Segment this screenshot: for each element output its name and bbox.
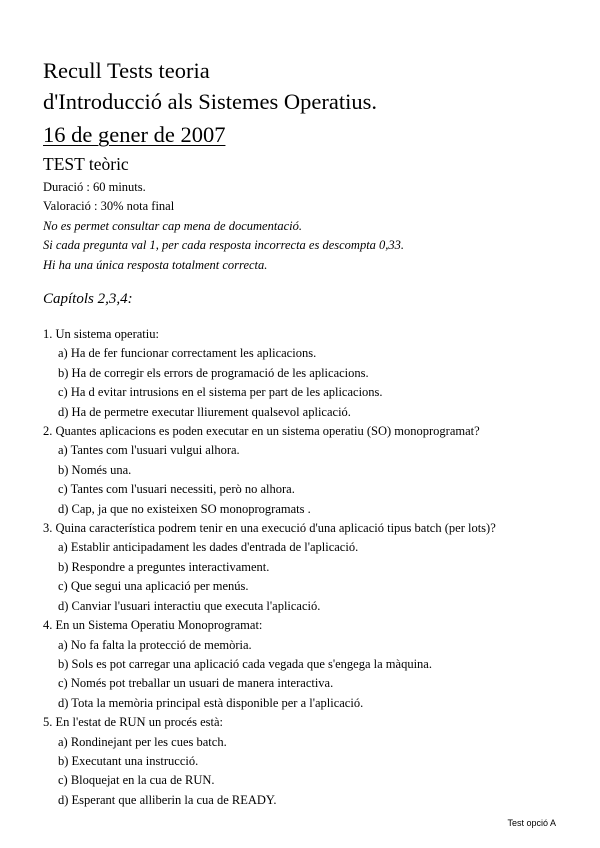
answer-option: d) Tota la memòria principal està disponible per a l'aplicació. xyxy=(58,695,364,710)
test-duration: Duració : 60 minuts. xyxy=(43,180,146,194)
answer-option: b) Ha de corregir els errors de programació de les aplicacions. xyxy=(58,365,369,380)
answer-option: b) Executant una instrucció. xyxy=(58,753,199,768)
question-text: 5. En l'estat de RUN un procés està: xyxy=(43,715,223,730)
test-rule-3: Hi ha una única resposta totalment correcta. xyxy=(43,258,268,272)
question-block xyxy=(43,616,583,713)
test-title: TEST teòric xyxy=(43,154,129,174)
answer-option: c) Només pot treballar un usuari de manera interactiva. xyxy=(58,676,334,691)
chapter-heading: Capítols 2,3,4: xyxy=(43,291,133,307)
page-footer: Test opció A xyxy=(507,818,556,828)
answer-option: c) Tantes com l'usuari necessiti, però no alhora. xyxy=(58,482,295,497)
document-date: 16 de gener de 2007 xyxy=(43,122,226,147)
answer-option: d) Esperant que alliberin la cua de READY. xyxy=(58,792,277,807)
answer-option: a) Tantes com l'usuari vulgui alhora. xyxy=(58,443,240,458)
question-text: 3. Quina característica podrem tenir en una execució d'una aplicació tipus batch (per lots)? xyxy=(43,521,496,536)
answer-option: a) Ha de fer funcionar correctament les aplicacions. xyxy=(58,346,317,361)
question-block xyxy=(43,325,583,422)
question-block xyxy=(43,422,583,519)
document-title-line-2: d'Introducció als Sistemes Operatius. xyxy=(43,89,377,114)
answer-option: d) Canviar l'usuari interactiu que executa l'aplicació. xyxy=(58,598,321,613)
question-block xyxy=(43,713,583,810)
answer-option: c) Ha d evitar intrusions en el sistema per part de les aplicacions. xyxy=(58,385,383,400)
test-rule-1: No es permet consultar cap mena de documentació. xyxy=(43,219,302,233)
test-rule-2: Si cada pregunta val 1, per cada resposta incorrecta es descompta 0,33. xyxy=(43,238,405,252)
document-title-line-1: Recull Tests teoria xyxy=(43,58,210,83)
answer-option: d) Cap, ja que no existeixen SO monoprogramats . xyxy=(58,501,311,516)
answer-option: b) Només una. xyxy=(58,462,132,477)
answer-option: a) Rondinejant per les cues batch. xyxy=(58,734,227,749)
answer-option: d) Ha de permetre executar lliurement qualsevol aplicació. xyxy=(58,404,351,419)
answer-option: b) Sols es pot carregar una aplicació cada vegada que s'engega la màquina. xyxy=(58,656,432,671)
answer-option: a) Establir anticipadament les dades d'entrada de l'aplicació. xyxy=(58,540,359,555)
answer-option: c) Que segui una aplicació per menús. xyxy=(58,579,249,594)
answer-option: a) No fa falta la protecció de memòria. xyxy=(58,637,252,652)
question-block xyxy=(43,519,583,616)
test-valuation: Valoració : 30% nota final xyxy=(43,199,175,213)
answer-option: c) Bloquejat en la cua de RUN. xyxy=(58,773,215,788)
answer-option: b) Respondre a preguntes interactivament. xyxy=(58,559,270,574)
question-text: 2. Quantes aplicacions es poden executar en un sistema operatiu (SO) monoprogramat? xyxy=(43,424,480,439)
question-list xyxy=(43,325,583,810)
question-text: 4. En un Sistema Operatiu Monoprogramat: xyxy=(43,618,263,633)
question-text: 1. Un sistema operatiu: xyxy=(43,327,159,341)
